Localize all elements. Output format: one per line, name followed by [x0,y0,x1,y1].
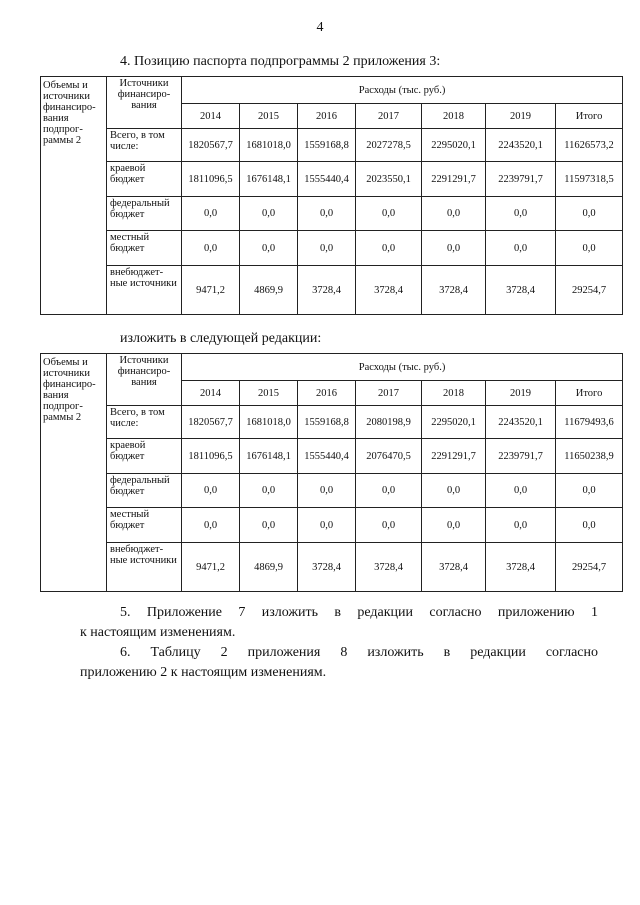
value-cell: 2295020,1 [422,129,486,162]
value-cell: 0,0 [422,474,486,508]
value-cell: 2080198,9 [356,406,422,439]
value-cell: 3728,4 [422,266,486,315]
value-cell: 0,0 [182,197,240,231]
value-cell: 2243520,1 [486,406,556,439]
year-header: 2014 [182,381,240,406]
total-header: Итого [556,381,623,406]
year-header: 2019 [486,104,556,129]
value-cell: 2027278,5 [356,129,422,162]
total-cell: 11650238,9 [556,439,623,474]
value-cell: 0,0 [356,474,422,508]
total-cell: 0,0 [556,231,623,266]
value-cell: 4869,9 [240,543,298,592]
total-header: Итого [556,104,623,129]
value-cell: 2291291,7 [422,162,486,197]
value-cell: 1559168,8 [298,129,356,162]
financing-table-new [40,353,623,592]
value-cell: 1820567,7 [182,406,240,439]
source-label: федеральный бюджет [107,474,182,508]
value-cell: 0,0 [182,474,240,508]
value-cell: 9471,2 [182,266,240,315]
year-header: 2015 [240,381,298,406]
total-cell: 11679493,6 [556,406,623,439]
value-cell: 3728,4 [298,266,356,315]
value-cell: 0,0 [182,231,240,266]
total-cell: 0,0 [556,197,623,231]
paragraph-6-line-2: приложению 2 к настоящим изменениям. [80,665,327,680]
value-cell: 0,0 [422,231,486,266]
value-cell: 3728,4 [356,266,422,315]
value-cell: 3728,4 [486,543,556,592]
value-cell: 0,0 [240,508,298,543]
value-cell: 0,0 [240,197,298,231]
total-cell: 11597318,5 [556,162,623,197]
value-cell: 1676148,1 [240,162,298,197]
volumes-label: Объемы и источники финансиро-вания подпрог-раммы 2 [41,77,107,315]
value-cell: 0,0 [422,508,486,543]
value-cell: 2023550,1 [356,162,422,197]
value-cell: 0,0 [298,197,356,231]
value-cell: 1811096,5 [182,439,240,474]
value-cell: 2239791,7 [486,162,556,197]
sources-header: Источники финансиро-вания [107,354,182,406]
source-label: внебюджет-ные источники [107,543,182,592]
year-header: 2016 [298,104,356,129]
year-header: 2018 [422,104,486,129]
total-cell: 29254,7 [556,543,623,592]
value-cell: 3728,4 [486,266,556,315]
year-header: 2017 [356,104,422,129]
source-label: федеральный бюджет [107,197,182,231]
expenses-header: Расходы (тыс. руб.) [182,77,623,104]
value-cell: 1681018,0 [240,129,298,162]
page-number: 4 [316,20,324,35]
value-cell: 0,0 [356,231,422,266]
source-label: краевой бюджет [107,162,182,197]
year-header: 2017 [356,381,422,406]
value-cell: 1555440,4 [298,162,356,197]
value-cell: 0,0 [240,474,298,508]
value-cell: 2076470,5 [356,439,422,474]
source-label: краевой бюджет [107,439,182,474]
source-label: местный бюджет [107,231,182,266]
total-cell: 0,0 [556,508,623,543]
value-cell: 0,0 [298,508,356,543]
year-header: 2015 [240,104,298,129]
value-cell: 0,0 [298,474,356,508]
value-cell: 4869,9 [240,266,298,315]
value-cell: 2239791,7 [486,439,556,474]
value-cell: 0,0 [356,508,422,543]
paragraph-5-line-2: к настоящим изменениям. [80,625,236,640]
value-cell: 0,0 [182,508,240,543]
total-cell: 29254,7 [556,266,623,315]
total-cell: 0,0 [556,474,623,508]
year-header: 2018 [422,381,486,406]
value-cell: 2243520,1 [486,129,556,162]
value-cell: 1676148,1 [240,439,298,474]
value-cell: 1555440,4 [298,439,356,474]
value-cell: 0,0 [486,508,556,543]
value-cell: 0,0 [486,474,556,508]
year-header: 2019 [486,381,556,406]
volumes-label: Объемы и источники финансиро-вания подпрог-раммы 2 [41,354,107,592]
paragraph-6-line-1: 6. Таблицу 2 приложения 8 изложить в редакции согласно [120,645,598,660]
source-label: Всего, в том числе: [107,406,182,439]
year-header: 2016 [298,381,356,406]
total-cell: 11626573,2 [556,129,623,162]
sources-header: Источники финансиро-вания [107,77,182,129]
value-cell: 0,0 [356,197,422,231]
expenses-header: Расходы (тыс. руб.) [182,354,623,381]
value-cell: 3728,4 [422,543,486,592]
paragraph-5-line-1: 5. Приложение 7 изложить в редакции согласно приложению 1 [120,605,598,620]
source-label: местный бюджет [107,508,182,543]
value-cell: 0,0 [422,197,486,231]
value-cell: 0,0 [240,231,298,266]
value-cell: 2295020,1 [422,406,486,439]
value-cell: 0,0 [298,231,356,266]
transition-text: изложить в следующей редакции: [120,331,322,346]
value-cell: 1681018,0 [240,406,298,439]
value-cell: 1559168,8 [298,406,356,439]
value-cell: 9471,2 [182,543,240,592]
source-label: Всего, в том числе: [107,129,182,162]
value-cell: 3728,4 [298,543,356,592]
value-cell: 1811096,5 [182,162,240,197]
year-header: 2014 [182,104,240,129]
value-cell: 0,0 [486,197,556,231]
value-cell: 1820567,7 [182,129,240,162]
financing-table-old [40,76,623,315]
value-cell: 2291291,7 [422,439,486,474]
value-cell: 0,0 [486,231,556,266]
paragraph-4: 4. Позицию паспорта подпрограммы 2 приложения 3: [120,54,441,69]
source-label: внебюджет-ные источники [107,266,182,315]
value-cell: 3728,4 [356,543,422,592]
